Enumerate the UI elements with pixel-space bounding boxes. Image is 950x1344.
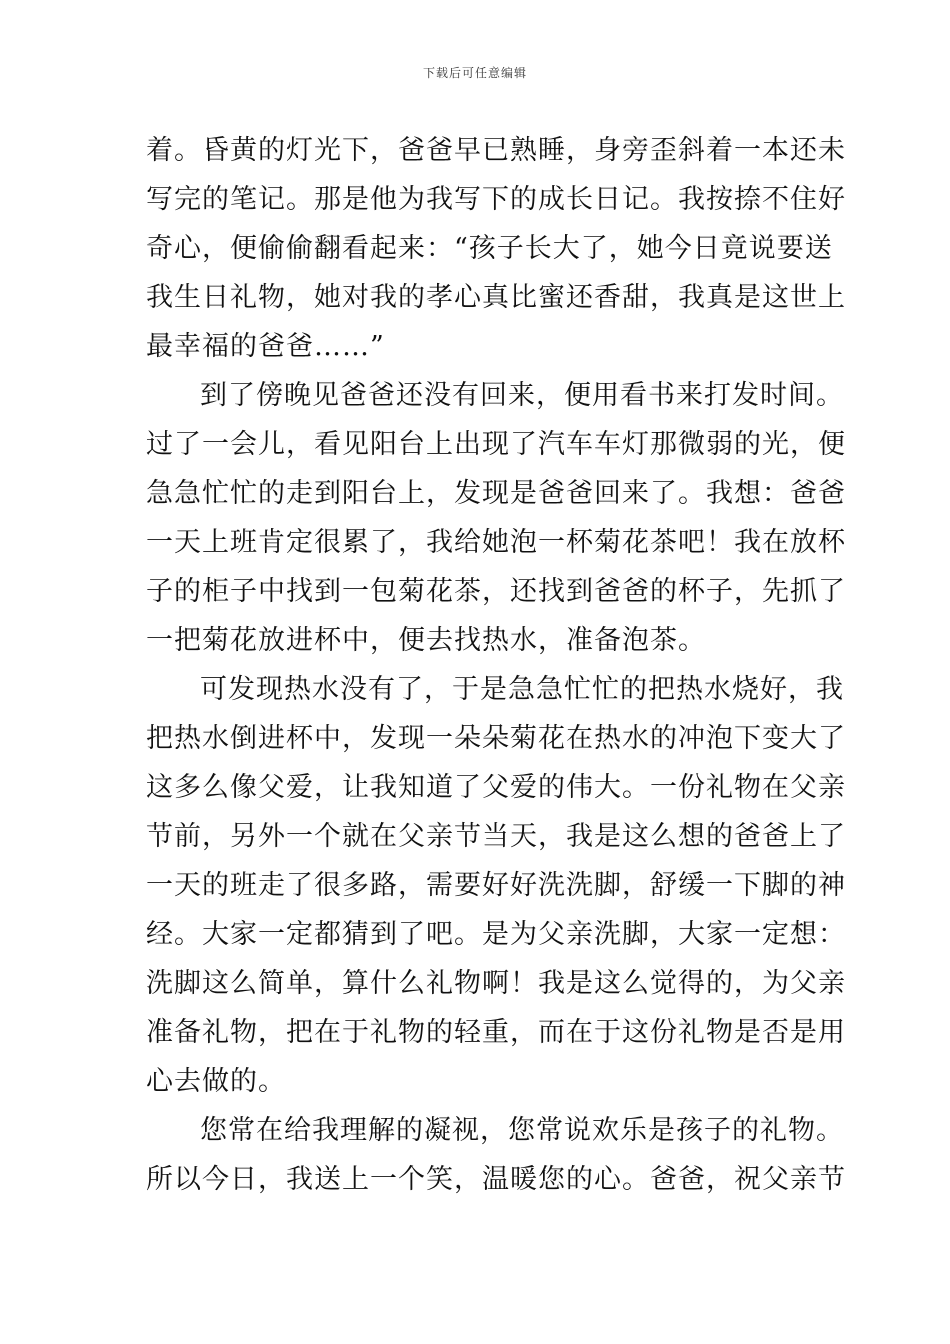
- text-line: 写完的笔记。那是他为我写下的成长日记。我按捺不住好: [146, 184, 846, 215]
- text-line: 所以今日，我送上一个笑，温暖您的心。爸爸，祝父亲节: [146, 1164, 846, 1195]
- text-line: 最幸福的爸爸……”: [146, 331, 385, 362]
- text-line: 奇心，便偷偷翻看起来：“孩子长大了，她今日竟说要送: [146, 233, 833, 264]
- paragraph-start-line: 您常在给我理解的凝视，您常说欢乐是孩子的礼物。: [200, 1115, 844, 1146]
- text-line: 准备礼物，把在于礼物的轻重，而在于这份礼物是否是用: [146, 1017, 846, 1048]
- text-line: 经。大家一定都猜到了吧。是为父亲洗脚，大家一定想：: [146, 919, 846, 950]
- text-line: 着。昏黄的灯光下，爸爸早已熟睡，身旁歪斜着一本还未: [146, 135, 846, 166]
- text-line: 一天上班肯定很累了，我给她泡一杯菊花茶吧！我在放杯: [146, 527, 846, 558]
- paragraph-start-line: 到了傍晚见爸爸还没有回来，便用看书来打发时间。: [200, 380, 844, 411]
- text-line: 一把菊花放进杯中，便去找热水，准备泡茶。: [146, 625, 706, 656]
- text-line: 一天的班走了很多路，需要好好洗洗脚，舒缓一下脚的神: [146, 870, 846, 901]
- text-line: 这多么像父爱，让我知道了父爱的伟大。一份礼物在父亲: [146, 772, 846, 803]
- text-line: 心去做的。: [146, 1066, 286, 1097]
- paragraph-start-line: 可发现热水没有了，于是急急忙忙的把热水烧好，我: [200, 674, 844, 705]
- document-body: [146, 126, 846, 1204]
- text-line: 节前，另外一个就在父亲节当天，我是这么想的爸爸上了: [146, 821, 846, 852]
- text-line: 过了一会儿，看见阳台上出现了汽车车灯那微弱的光，便: [146, 429, 846, 460]
- text-line: 子的柜子中找到一包菊花茶，还找到爸爸的杯子，先抓了: [146, 576, 846, 607]
- text-line: 洗脚这么简单，算什么礼物啊！我是这么觉得的，为父亲: [146, 968, 846, 999]
- text-line: 把热水倒进杯中，发现一朵朵菊花在热水的冲泡下变大了: [146, 723, 846, 754]
- page-header: 下载后可任意编辑: [422, 66, 527, 80]
- text-line: 我生日礼物，她对我的孝心真比蜜还香甜，我真是这世上: [146, 282, 846, 313]
- text-line: 急急忙忙的走到阳台上，发现是爸爸回来了。我想：爸爸: [146, 478, 846, 509]
